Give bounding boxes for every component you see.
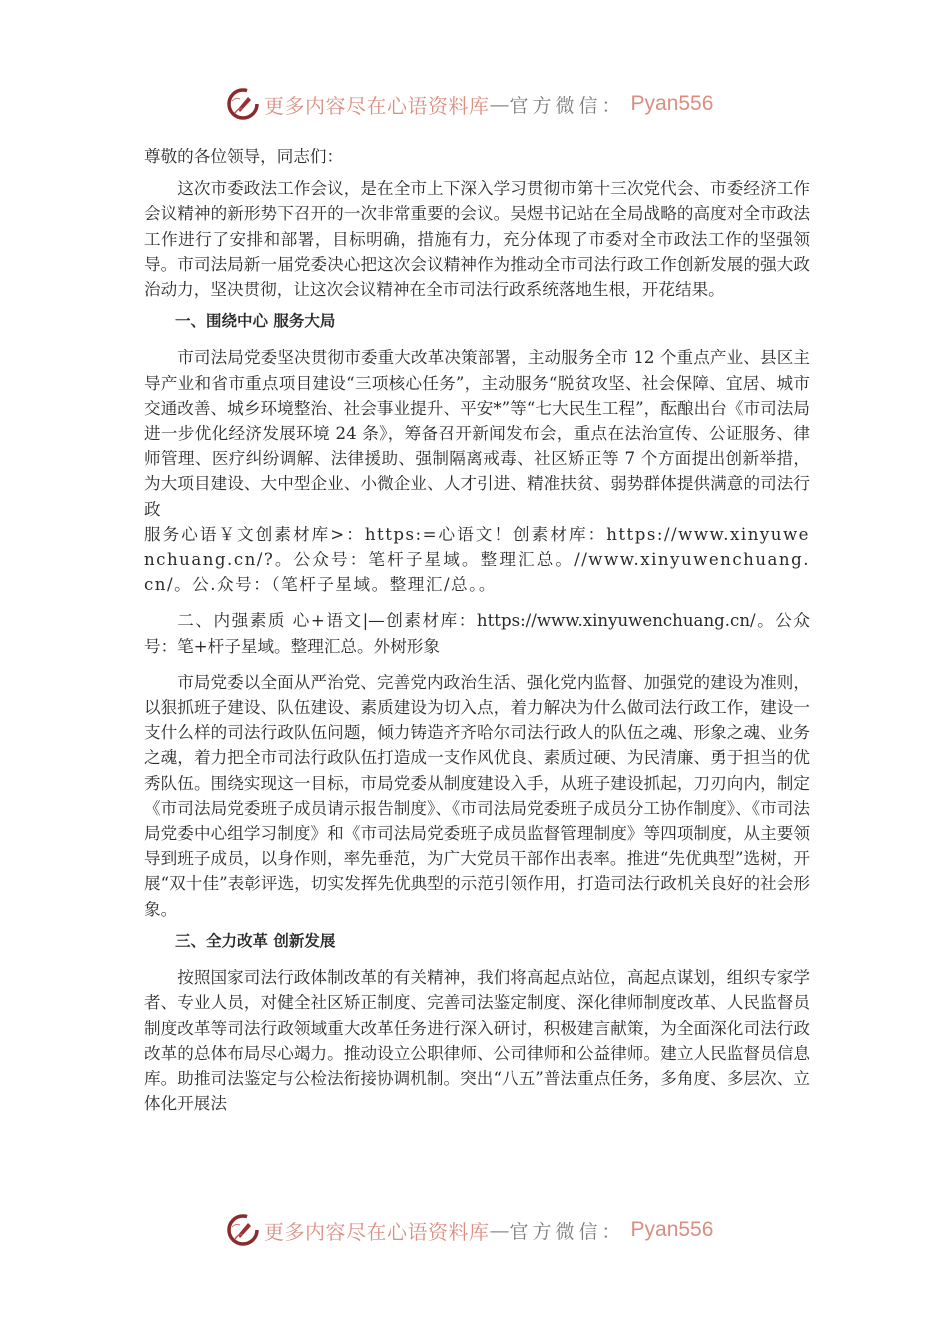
watermark-dash: — [489,92,510,116]
document-body [144,144,810,1123]
pen-nib-logo-icon [226,87,260,121]
watermark-main-text: 更多内容尽在心语资料库 [264,1219,490,1244]
section-1-paragraph: 市司法局党委坚决贯彻市委重大改革决策部署，主动服务全市 12 个重点产业、县区主导产业和省市重点项目建设“三项核心任务”，主动服务“脱贫攻坚、社会保障、宜居、城市交通改善、城乡环境整治、社会事业提升、平安*”等“七大民生工程”，酝酿出台《市司法局进一步优化经济发展环境 24 条》，筹备召开新闻发布会，重点在法治宣传、公证服务、律师管理、医疗纠纷调解、法律援助、强制隔离戒毒、社区矫正等 7 个方面提出创新举措，为大项目建设、大中型企业、小微企业、人才引进、精准扶贫、弱势群体提供满意的司法行政 [144,348,810,519]
watermark-wechat-label: 官方微信： [509,94,625,117]
footer-watermark-banner [226,1210,713,1250]
watermark-wechat-id: Pyan556 [630,1218,714,1241]
greeting: 尊敬的各位领导，同志们： [144,147,344,166]
watermark-wechat-id: Pyan556 [630,92,714,115]
section-1-tail: 服务心语￥文创素材库>：https:=心语文！创素材库：https://www.xinyuwenchuang.cn/?。公众号：笔杆子星域。整理汇总。//www.xinyuwenchuang.cn/。公.众号：（笔杆子星域。整理汇/总。。 [144,524,810,595]
section-3-heading: 三、全力改革 创新发展 [175,931,336,950]
intro-paragraph: 这次市委政法工作会议，是在全市上下深入学习贯彻市第十三次党代会、市委经济工作会议精神的新形势下召开的一次非常重要的会议。吴煜书记站在全局战略的高度对全市政法工作进行了安排和部署，目标明确，措施有力，充分体现了市委对全市政法工作的坚强领导。市司法局新一届党委决心把这次会议精神作为推动全市司法行政工作创新发展的强大政治动力，坚决贯彻，让这次会议精神在全市司法行政系统落地生根，开花结果。 [144,179,810,300]
watermark-wechat-label: 官方微信： [509,1220,625,1243]
pen-nib-logo-icon [226,1213,260,1247]
section-3-paragraph: 按照国家司法行政体制改革的有关精神，我们将高起点站位，高起点谋划，组织专家学者、专业人员，对健全社区矫正制度、完善司法鉴定制度、深化律师制度改革、人民监督员制度改革等司法行政领域重大改革任务进行深入研讨，积极建言献策，为全面深化司法行政改革的总体布局尽心竭力。推动设立公职律师、公司律师和公益律师。建立人民监督员信息库。助推司法鉴定与公检法衔接协调机制。突出“八五”普法重点任务，多角度、多层次、立体化开展法 [144,968,810,1114]
watermark-main-text: 更多内容尽在心语资料库 [264,93,490,118]
section-1-heading: 一、围绕中心 服务大局 [175,312,336,331]
header-watermark-banner [226,84,713,124]
watermark-dash: — [489,1218,510,1242]
section-2-paragraph: 市局党委以全面从严治党、完善党内政治生活、强化党内监督、加强党的建设为准则，以狠抓班子建设、队伍建设、素质建设为切入点，着力解决为什么做司法行政工作，建设一支什么样的司法行政队伍问题，倾力铸造齐齐哈尔司法行政人的队伍之魂、形象之魂、业务之魂，着力把全市司法行政队伍打造成一支作风优良、素质过硬、为民清廉、勇于担当的优秀队伍。围绕实现这一目标，市局党委从制度建设入手，从班子建设抓起，刀刃向内，制定《市司法局党委班子成员请示报告制度》、《市司法局党委班子成员分工协作制度》、《市司法局党委中心组学习制度》和《市司法局党委班子成员监督管理制度》等四项制度，从主要领导到班子成员，以身作则，率先垂范，为广大党员干部作出表率。推进“先优典型”选树，开展“双十佳”表彰评选，切实发挥先优典型的示范引领作用，打造司法行政机关良好的社会形象。 [144,672,810,919]
section-2-heading: 二、内强素质 心+语文|—创素材库：https://www.xinyuwenchuang.cn/。公众号：笔+杆子星域。整理汇总。外树形象 [144,611,810,656]
